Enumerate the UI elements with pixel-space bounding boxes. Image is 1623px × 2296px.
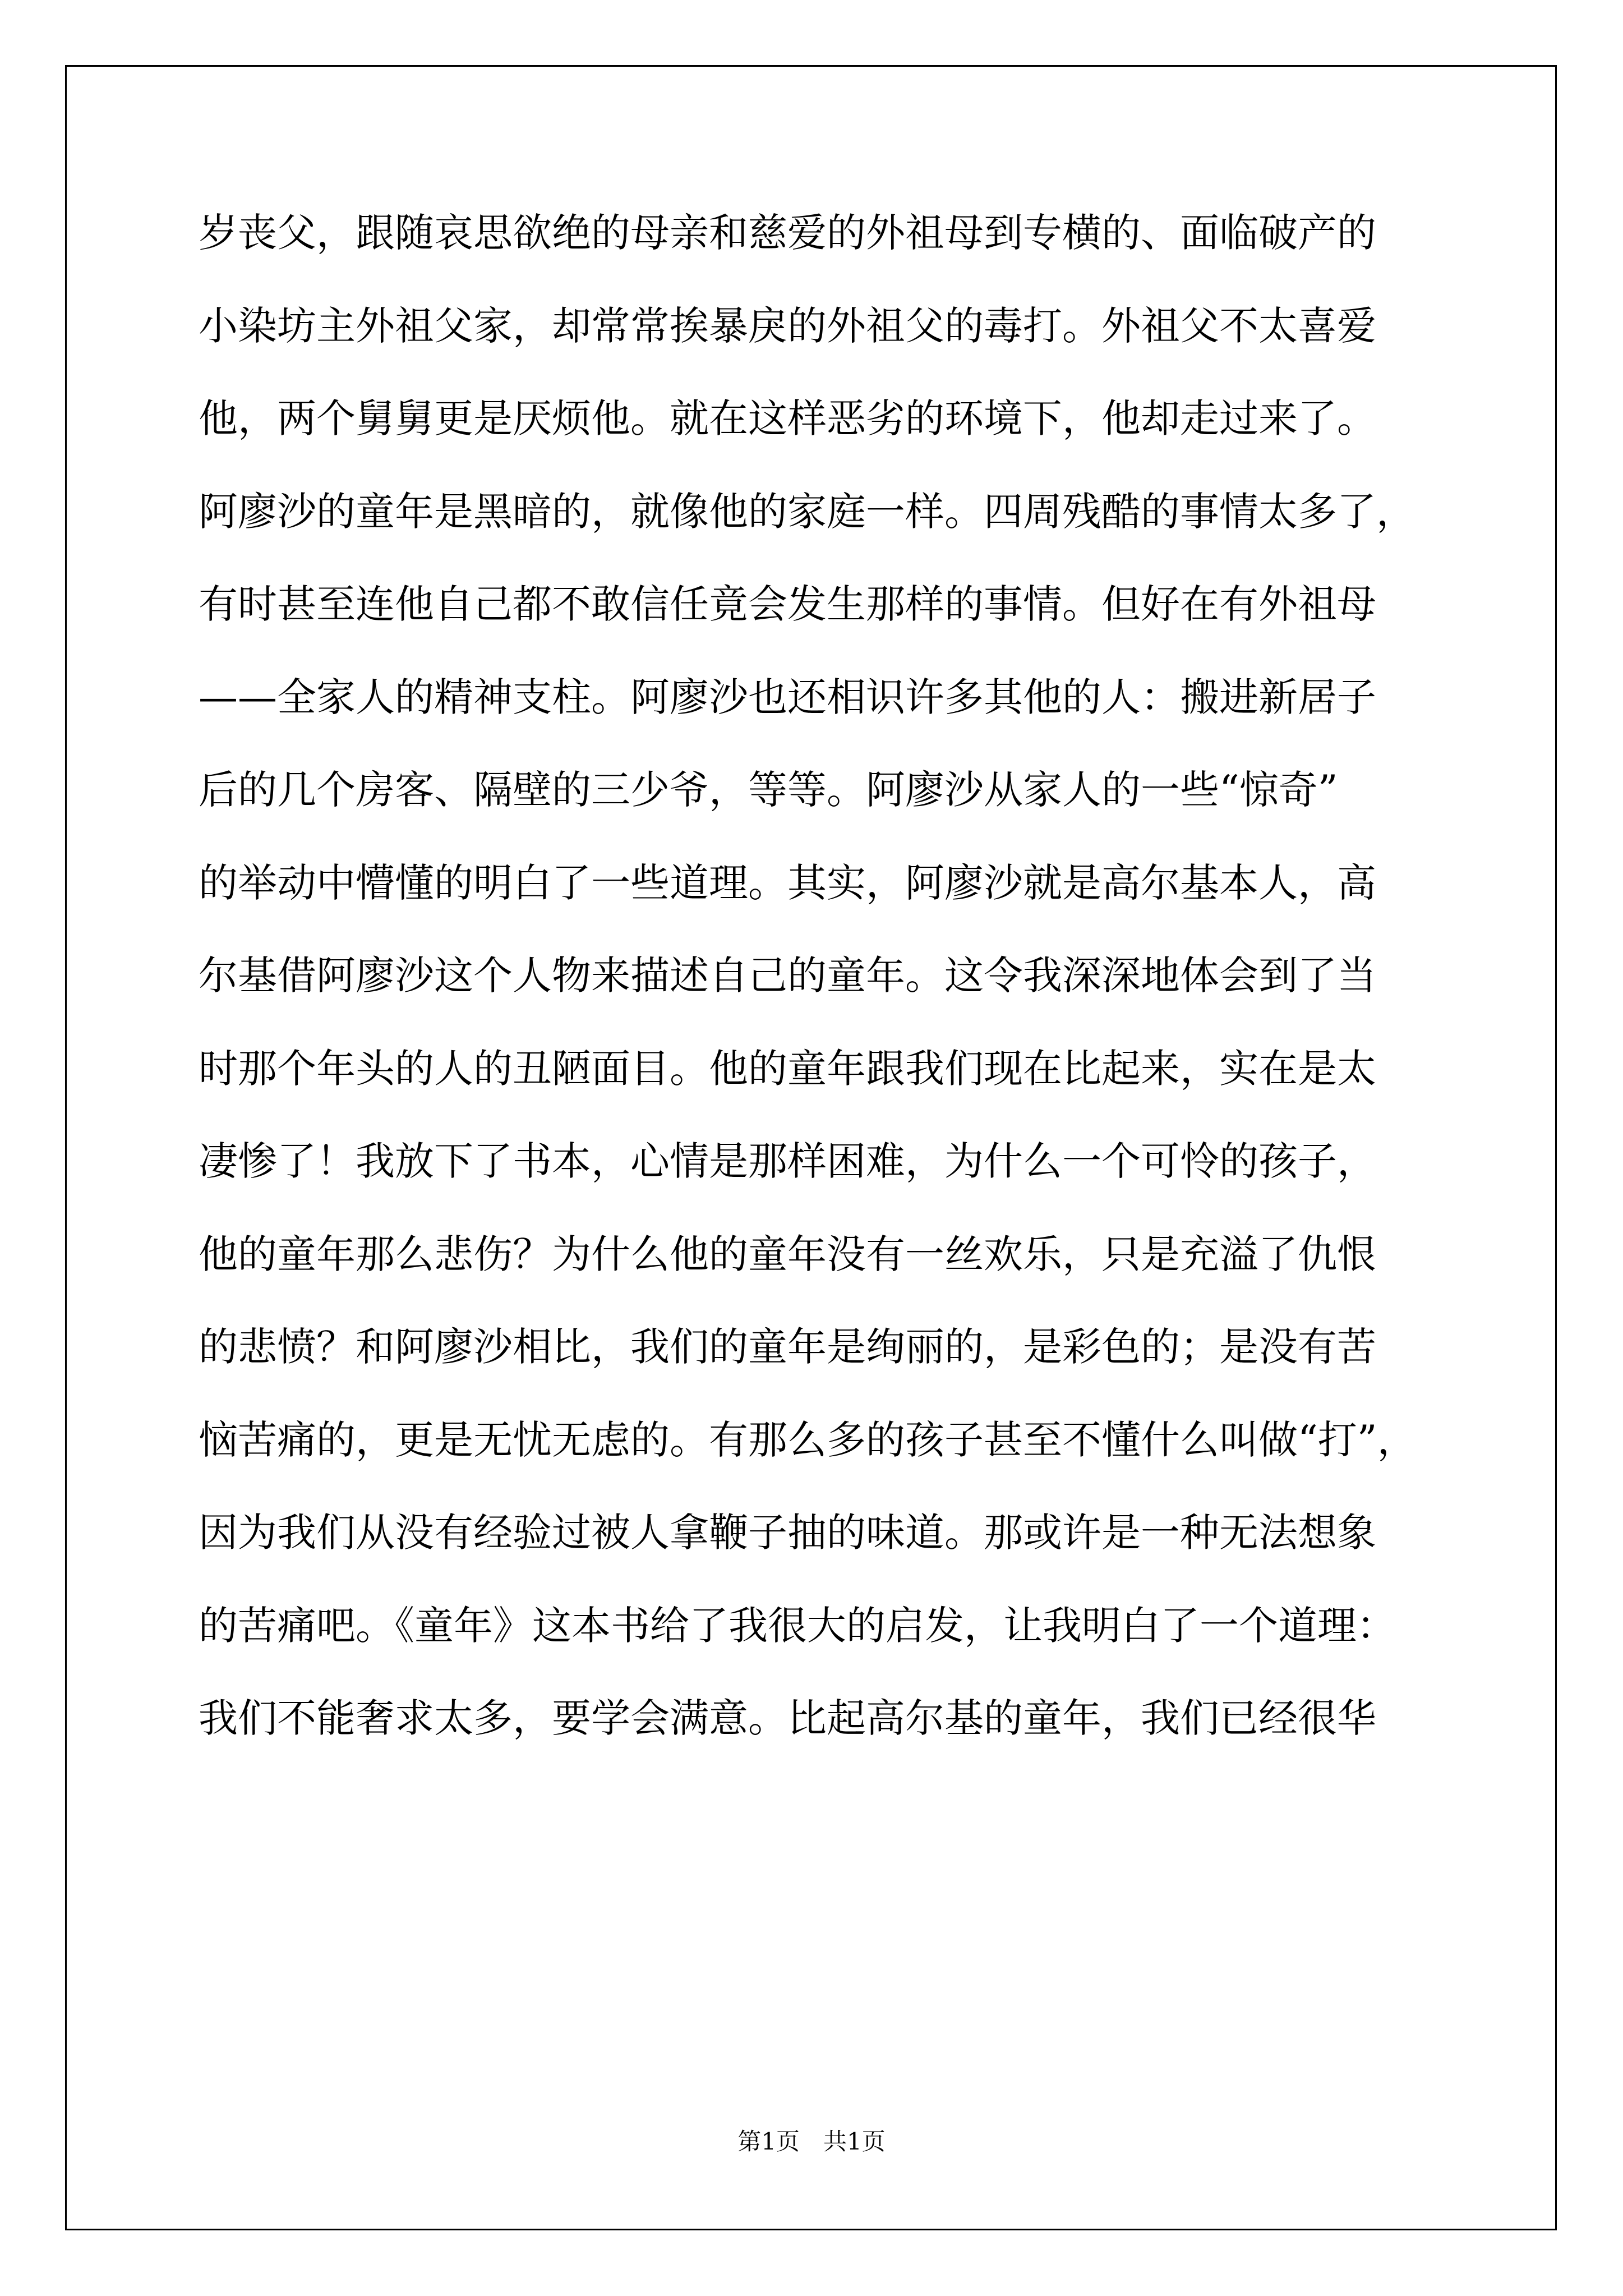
text-line: 恼苦痛的，更是无忧无虑的。有那么多的孩子甚至不懂什么叫做“打”， [199, 1416, 1417, 1463]
text-line: 时那个年头的人的丑陋面目。他的童年跟我们现在比起来，实在是太 [199, 1045, 1376, 1092]
text-line: 的苦痛吧。《童年》这本书给了我很大的启发，让我明白了一个道理： [199, 1602, 1396, 1649]
text-line: 岁丧父，跟随哀思欲绝的母亲和慈爱的外祖母到专横的、面临破产的 [199, 210, 1376, 256]
text-line: 凄惨了！我放下了书本，心情是那样困难，为什么一个可怜的孩子， [199, 1138, 1376, 1184]
text-line: 的悲愤？和阿廖沙相比，我们的童年是绚丽的，是彩色的；是没有苦 [199, 1324, 1376, 1370]
text-line: 他的童年那么悲伤？为什么他的童年没有一丝欢乐，只是充溢了仇恨 [199, 1231, 1376, 1277]
text-line: 小染坊主外祖父家，却常常挨暴戾的外祖父的毒打。外祖父不太喜爱 [199, 302, 1376, 349]
text-line: 有时甚至连他自己都不敢信任竟会发生那样的事情。但好在有外祖母 [199, 581, 1376, 627]
text-line: 因为我们从没有经验过被人拿鞭子抽的味道。那或许是一种无法想象 [199, 1510, 1376, 1556]
text-line: 阿廖沙的童年是黑暗的，就像他的家庭一样。四周残酷的事情太多了， [199, 488, 1415, 535]
text-line: ——全家人的精神支柱。阿廖沙也还相识许多其他的人：搬进新居子 [199, 674, 1376, 720]
text-line: 后的几个房客、隔壁的三少爷，等等。阿廖沙从家人的一些“惊奇” [199, 767, 1338, 813]
document-body [199, 210, 1488, 1792]
text-line: 的举动中懵懂的明白了一些道理。其实，阿廖沙就是高尔基本人，高 [199, 859, 1376, 906]
text-line: 我们不能奢求太多，要学会满意。比起高尔基的童年，我们已经很华 [199, 1695, 1376, 1741]
page-number-footer: 第1页 共1页 [737, 2128, 886, 2155]
text-line: 尔基借阿廖沙这个人物来描述自己的童年。这令我深深地体会到了当 [199, 953, 1376, 999]
text-line: 他，两个舅舅更是厌烦他。就在这样恶劣的环境下，他却走过来了。 [199, 395, 1376, 441]
